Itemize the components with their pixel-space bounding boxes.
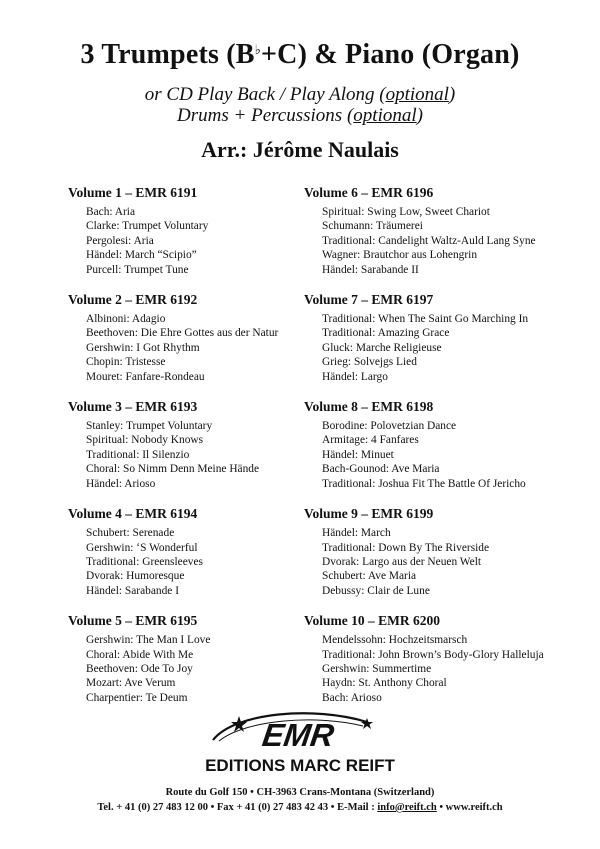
piece-item: Mendelssohn: Hochzeitsmarsch [322, 634, 468, 647]
piece-item: Dvorak: Humoresque [86, 570, 185, 583]
piece-item: Haydn: St. Anthony Choral [322, 677, 447, 690]
piece-item: Borodine: Polovetzian Dance [322, 420, 457, 433]
piece-item: Gershwin: I Got Rhythm [86, 341, 200, 354]
subtitle-playback: or CD Play Back / Play Along (optional) [144, 84, 456, 105]
volume-title: Volume 10 – EMR 6200 [304, 613, 441, 629]
footer-contact: Tel. + 41 (0) 27 483 12 00 • Fax + 41 (0) 27 483 42 43 • E-Mail : info@reift.ch • www.reift.ch [97, 802, 503, 813]
piece-list [304, 419, 584, 491]
piece-item: Schubert: Serenade [86, 527, 175, 540]
volume-title: Volume 8 – EMR 6198 [304, 399, 434, 415]
piece-item: Traditional: Greensleeves [86, 555, 203, 568]
piece-item: Armitage: 4 Fanfares [322, 434, 419, 447]
volume-title: Volume 9 – EMR 6199 [304, 506, 434, 522]
volumes-right-column [304, 184, 584, 719]
piece-item: Traditional: Amazing Grace [322, 327, 450, 340]
volume-block [304, 505, 584, 598]
volume-block [304, 291, 584, 384]
piece-item: Wagner: Brautchor aus Lohengrin [322, 249, 478, 262]
piece-list [68, 205, 338, 277]
emr-logo [195, 708, 405, 778]
piece-item: Händel: Sarabande I [86, 584, 179, 597]
star-icon [231, 716, 247, 732]
piece-item: Händel: Largo [322, 370, 388, 383]
piece-item: Gershwin: Summertime [322, 662, 432, 675]
piece-list [304, 633, 584, 705]
piece-item: Spiritual: Swing Low, Sweet Chariot [322, 206, 490, 218]
piece-item: Traditional: Down By The Riverside [322, 541, 490, 554]
piece-list [68, 633, 338, 705]
piece-item: Traditional: Joshua Fit The Battle Of Jericho [322, 477, 526, 490]
email-link[interactable]: info@reift.ch [377, 802, 437, 813]
volume-block [68, 184, 338, 277]
flat-sign: ♭ [254, 42, 262, 57]
volume-title: Volume 7 – EMR 6197 [304, 292, 434, 308]
piece-item: Purcell: Trumpet Tune [86, 263, 189, 276]
piece-item: Beethoven: Die Ehre Gottes aus der Natur [86, 327, 279, 340]
volume-title: Volume 6 – EMR 6196 [304, 185, 434, 200]
piece-item: Chopin: Tristesse [86, 356, 166, 369]
volume-title: Volume 5 – EMR 6195 [68, 613, 198, 629]
piece-item: Mozart: Ave Verum [86, 677, 176, 690]
piece-item: Choral: So Nimm Denn Meine Hände [86, 463, 260, 476]
piece-item: Stanley: Trumpet Voluntary [86, 420, 213, 433]
volume-block [304, 612, 584, 705]
piece-item: Debussy: Clair de Lune [322, 584, 430, 597]
emr-logo-mark: EMR [260, 717, 337, 753]
piece-list [68, 419, 338, 491]
piece-list [304, 526, 584, 598]
volume-title: Volume 1 – EMR 6191 [68, 185, 198, 200]
page-title: 3 Trumpets (B♭+C) & Piano (Organ) [80, 39, 520, 70]
piece-item: Händel: March [322, 527, 391, 540]
volume-block [304, 184, 584, 277]
piece-item: Choral: Abide With Me [86, 648, 194, 661]
piece-item: Traditional: When The Saint Go Marching In [322, 313, 529, 326]
piece-item: Bach-Gounod: Ave Maria [322, 463, 440, 476]
piece-item: Traditional: Candelight Waltz-Auld Lang Syne [322, 234, 536, 247]
piece-item: Gershwin: The Man I Love [86, 634, 211, 647]
piece-list [68, 526, 338, 598]
piece-item: Bach: Arioso [322, 691, 382, 704]
piece-item: Händel: Sarabande II [322, 263, 419, 276]
piece-item: Pergolesi: Aria [86, 234, 154, 247]
footer-address: Route du Golf 150 • CH-3963 Crans-Montana (Switzerland) [165, 787, 435, 798]
volume-title: Volume 2 – EMR 6192 [68, 292, 198, 308]
volume-block [68, 398, 338, 491]
piece-list [304, 312, 584, 384]
piece-item: Händel: Arioso [86, 477, 156, 490]
volume-block [304, 398, 584, 491]
piece-item: Beethoven: Ode To Joy [86, 662, 193, 675]
volume-block [68, 291, 338, 384]
piece-item: Schumann: Träumerei [322, 220, 423, 233]
publisher-name: EDITIONS MARC REIFT [205, 756, 395, 775]
arranger: Arr.: Jérôme Naulais [201, 137, 399, 162]
piece-item: Clarke: Trumpet Voluntary [86, 220, 209, 233]
piece-item: Gershwin: ‘S Wonderful [86, 541, 198, 554]
piece-item: Dvorak: Largo aus der Neuen Welt [322, 555, 482, 568]
volumes-left-column [68, 184, 338, 719]
piece-item: Charpentier: Te Deum [86, 691, 188, 704]
piece-item: Traditional: Il Silenzio [86, 448, 190, 461]
subtitle-percussion: Drums + Percussions (optional) [177, 105, 423, 126]
piece-item: Mouret: Fanfare-Rondeau [86, 370, 205, 383]
piece-item: Spiritual: Nobody Knows [86, 434, 204, 447]
piece-list [304, 205, 584, 277]
piece-list [68, 312, 338, 384]
piece-item: Traditional: John Brown’s Body-Glory Halleluja [322, 648, 544, 661]
piece-item: Gluck: Marche Religieuse [322, 341, 442, 354]
volume-block [68, 505, 338, 598]
piece-item: Händel: Minuet [322, 448, 394, 461]
piece-item: Grieg: Solvejgs Lied [322, 356, 417, 369]
piece-item: Schubert: Ave Maria [322, 570, 417, 583]
piece-item: Albinoni: Adagio [86, 313, 166, 326]
volume-title: Volume 4 – EMR 6194 [68, 506, 198, 522]
volume-block [68, 612, 338, 705]
piece-item: Bach: Aria [86, 206, 136, 218]
piece-item: Händel: March “Scipio” [86, 249, 197, 262]
volume-title: Volume 3 – EMR 6193 [68, 399, 198, 415]
